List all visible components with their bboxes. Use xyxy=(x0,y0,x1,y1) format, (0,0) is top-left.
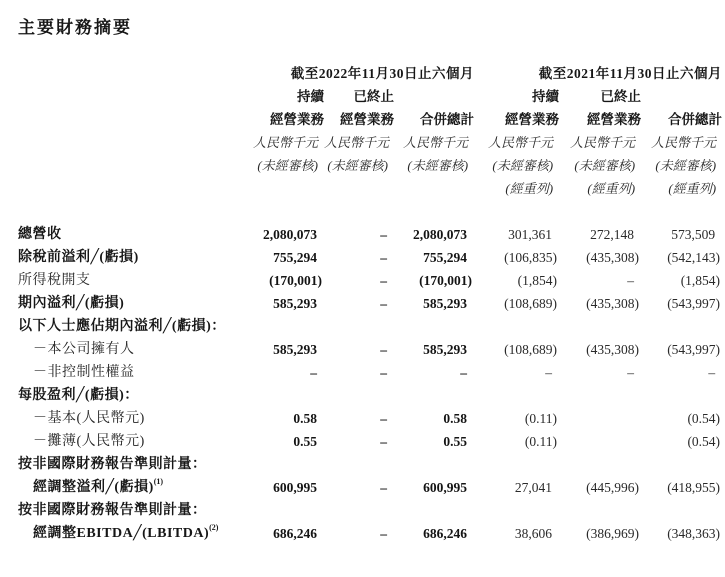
cell-value: 38,606 xyxy=(514,526,553,541)
period-title-row xyxy=(18,62,722,85)
audit-label: (未經審核) xyxy=(574,158,636,173)
table-row xyxy=(18,292,722,315)
cell-value: (435,308) xyxy=(586,342,640,357)
table-row xyxy=(18,453,722,476)
cell-value xyxy=(559,453,641,476)
cell-value: – xyxy=(380,365,387,380)
cell-value: – xyxy=(380,273,387,288)
cell-value xyxy=(641,453,722,476)
cell-value: 686,246 xyxy=(423,526,468,541)
table-row xyxy=(18,246,722,269)
cell-value: 2,080,073 xyxy=(263,227,317,242)
continuing-header-2022: 持續 xyxy=(297,89,324,104)
cell-value: (0.54) xyxy=(687,434,721,449)
row-label: 以下人士應佔期內溢利╱(虧損)： xyxy=(18,319,226,334)
cell-value: (543,997) xyxy=(667,296,721,311)
row-label: －基本(人民幣元) xyxy=(33,411,145,426)
cell-value xyxy=(236,315,324,338)
cell-value xyxy=(394,315,474,338)
cell-value: 600,995 xyxy=(273,480,317,495)
cell-value: (170,001) xyxy=(269,273,322,288)
spacer-cell xyxy=(18,62,236,85)
audit-label: (未經審核) xyxy=(655,158,717,173)
cell-value xyxy=(641,315,722,338)
column-header-combined-total-2021: 合併總計 xyxy=(668,112,723,127)
period-header-2021: 截至2021年11月30日止六個月 xyxy=(538,66,723,81)
row-label: 所得稅開支 xyxy=(18,273,91,288)
cell-value xyxy=(474,499,559,522)
cell-value: 585,293 xyxy=(273,342,317,357)
cell-value: 755,294 xyxy=(423,250,468,265)
restated-label: (經重列) xyxy=(668,181,717,196)
cell-value: (1,854) xyxy=(680,273,721,288)
table-header xyxy=(18,62,722,200)
cell-value xyxy=(474,384,559,407)
cell-value: (0.11) xyxy=(524,434,558,449)
cell-value: 686,246 xyxy=(273,526,317,541)
unit-label: 人民幣千元 xyxy=(570,135,636,150)
operations-header-row xyxy=(18,108,722,131)
cell-value: (108,689) xyxy=(504,342,558,357)
audit-label: (未經審核) xyxy=(257,158,318,173)
unit-label: 人民幣千元 xyxy=(488,135,554,150)
footnote-ref: (1) xyxy=(153,477,164,487)
cell-value xyxy=(394,384,474,407)
spacer-cell xyxy=(18,177,236,200)
restated-label: (經重列) xyxy=(587,181,636,196)
table-row xyxy=(18,384,722,407)
table-row xyxy=(18,407,722,430)
row-label: 每股盈利╱(虧損)： xyxy=(18,388,139,403)
cell-value xyxy=(324,315,394,338)
cell-value: – xyxy=(380,250,387,265)
cell-value: – xyxy=(380,342,387,357)
cell-value: – xyxy=(310,365,317,380)
cell-value xyxy=(324,453,394,476)
table-row xyxy=(18,315,722,338)
table-row xyxy=(18,269,722,292)
cell-value: (418,955) xyxy=(667,480,721,495)
cell-value: 755,294 xyxy=(273,250,317,265)
spacer-cell xyxy=(18,85,236,108)
audit-label: (未經審核) xyxy=(492,158,554,173)
column-header-continuing-ops-2022: 經營業務 xyxy=(270,112,324,127)
table-row xyxy=(18,430,722,453)
table-row xyxy=(18,200,722,246)
cell-value xyxy=(236,499,324,522)
cell-value: – xyxy=(380,526,387,541)
spacer-cell xyxy=(394,85,474,108)
cell-value xyxy=(559,384,641,407)
column-header-discontinued-ops-2022: 經營業務 xyxy=(340,112,394,127)
row-label: －攤薄(人民幣元) xyxy=(33,434,145,449)
spacer-cell xyxy=(324,177,394,200)
cell-value xyxy=(236,384,324,407)
cell-value: 0.58 xyxy=(443,411,468,426)
cell-value xyxy=(641,499,722,522)
column-header-discontinued-ops-2021: 經營業務 xyxy=(587,112,642,127)
cell-value: – xyxy=(708,365,716,380)
cell-value xyxy=(641,384,722,407)
spacer-cell xyxy=(18,154,236,177)
cell-value xyxy=(394,499,474,522)
cell-value: – xyxy=(380,434,387,449)
audit-label: (未經審核) xyxy=(327,158,388,173)
unit-label: 人民幣千元 xyxy=(651,135,717,150)
cell-value xyxy=(559,315,641,338)
cell-value: (108,689) xyxy=(504,296,558,311)
row-label: 按非國際財務報告準則計量： xyxy=(18,457,207,472)
financial-table-body xyxy=(18,200,722,545)
cell-value: 272,148 xyxy=(590,227,635,242)
spacer-cell xyxy=(641,85,722,108)
period-header-2022: 截至2022年11月30日止六個月 xyxy=(290,66,475,81)
cell-value: 2,080,073 xyxy=(413,227,468,242)
audit-label: (未經審核) xyxy=(407,158,469,173)
cell-value: 573,509 xyxy=(671,227,716,242)
cell-value xyxy=(394,453,474,476)
cell-value xyxy=(236,453,324,476)
cell-value: (170,001) xyxy=(419,273,473,288)
restated-row xyxy=(18,177,722,200)
cell-value xyxy=(324,384,394,407)
cell-value: – xyxy=(380,227,387,242)
table-row xyxy=(18,476,722,499)
currency-unit-row xyxy=(18,131,722,154)
cell-value xyxy=(324,499,394,522)
spacer-cell xyxy=(394,177,474,200)
table-row xyxy=(18,522,722,545)
row-label: 經調整EBITDA╱(LBITDA)$^{(2)}$ xyxy=(33,523,219,541)
cell-value: (1,854) xyxy=(517,273,558,288)
column-header-continuing-ops-2021: 經營業務 xyxy=(505,112,560,127)
cell-value: – xyxy=(627,365,635,380)
cell-value: (386,969) xyxy=(586,526,640,541)
cell-value: (0.11) xyxy=(524,411,558,426)
column-header-combined-total-2022: 合併總計 xyxy=(420,112,475,127)
cell-value: 0.55 xyxy=(293,434,317,449)
cell-value: 0.58 xyxy=(293,411,317,426)
row-label: 期內溢利╱(虧損) xyxy=(18,296,125,311)
cell-value: – xyxy=(380,480,387,495)
footnote-ref: (2) xyxy=(209,523,219,533)
cell-value: – xyxy=(380,411,387,426)
cell-value xyxy=(559,407,641,430)
spacer-cell xyxy=(236,177,324,200)
cell-value: (0.54) xyxy=(687,411,721,426)
cell-value: – xyxy=(627,273,635,288)
row-label: －非控制性權益 xyxy=(33,365,135,380)
cell-value: 301,361 xyxy=(508,227,553,242)
row-label: 總營收 xyxy=(18,227,62,242)
cell-value: (543,997) xyxy=(667,342,721,357)
cell-value: 585,293 xyxy=(423,342,468,357)
cell-value: 27,041 xyxy=(514,480,553,495)
unit-label: 人民幣千元 xyxy=(324,135,390,150)
cell-value: (445,996) xyxy=(586,480,640,495)
cell-value: – xyxy=(545,365,553,380)
cell-value xyxy=(474,315,559,338)
unit-label: 人民幣千元 xyxy=(403,135,469,150)
cell-value: 585,293 xyxy=(423,296,468,311)
unit-label: 人民幣千元 xyxy=(252,135,318,150)
row-label: －本公司擁有人 xyxy=(33,342,135,357)
row-label: 經調整溢利╱(虧損)$^{(1)}$ xyxy=(33,477,164,495)
table-row xyxy=(18,499,722,522)
cell-value: 600,995 xyxy=(423,480,468,495)
cell-value xyxy=(559,430,641,453)
spacer-cell xyxy=(18,131,236,154)
table-row xyxy=(18,338,722,361)
table-row xyxy=(18,361,722,384)
row-label: 按非國際財務報告準則計量： xyxy=(18,503,207,518)
cell-value: – xyxy=(460,365,468,380)
cell-value: – xyxy=(380,296,387,311)
audit-status-row xyxy=(18,154,722,177)
cell-value: 585,293 xyxy=(273,296,317,311)
financial-summary-table xyxy=(18,62,722,545)
status-header-row xyxy=(18,85,722,108)
row-label: 除稅前溢利╱(虧損) xyxy=(18,250,139,265)
cell-value: (106,835) xyxy=(504,250,558,265)
cell-value: (435,308) xyxy=(586,250,640,265)
cell-value xyxy=(559,499,641,522)
spacer-cell xyxy=(18,108,236,131)
continuing-header-2021: 持續 xyxy=(532,89,560,104)
cell-value: (542,143) xyxy=(667,250,721,265)
cell-value: (348,363) xyxy=(667,526,721,541)
page-title: 主要財務摘要 xyxy=(18,18,132,37)
cell-value: 0.55 xyxy=(443,434,468,449)
cell-value: (435,308) xyxy=(586,296,640,311)
restated-label: (經重列) xyxy=(505,181,554,196)
discontinued-header-2022: 已終止 xyxy=(353,89,394,104)
discontinued-header-2021: 已終止 xyxy=(600,89,642,104)
cell-value xyxy=(474,453,559,476)
